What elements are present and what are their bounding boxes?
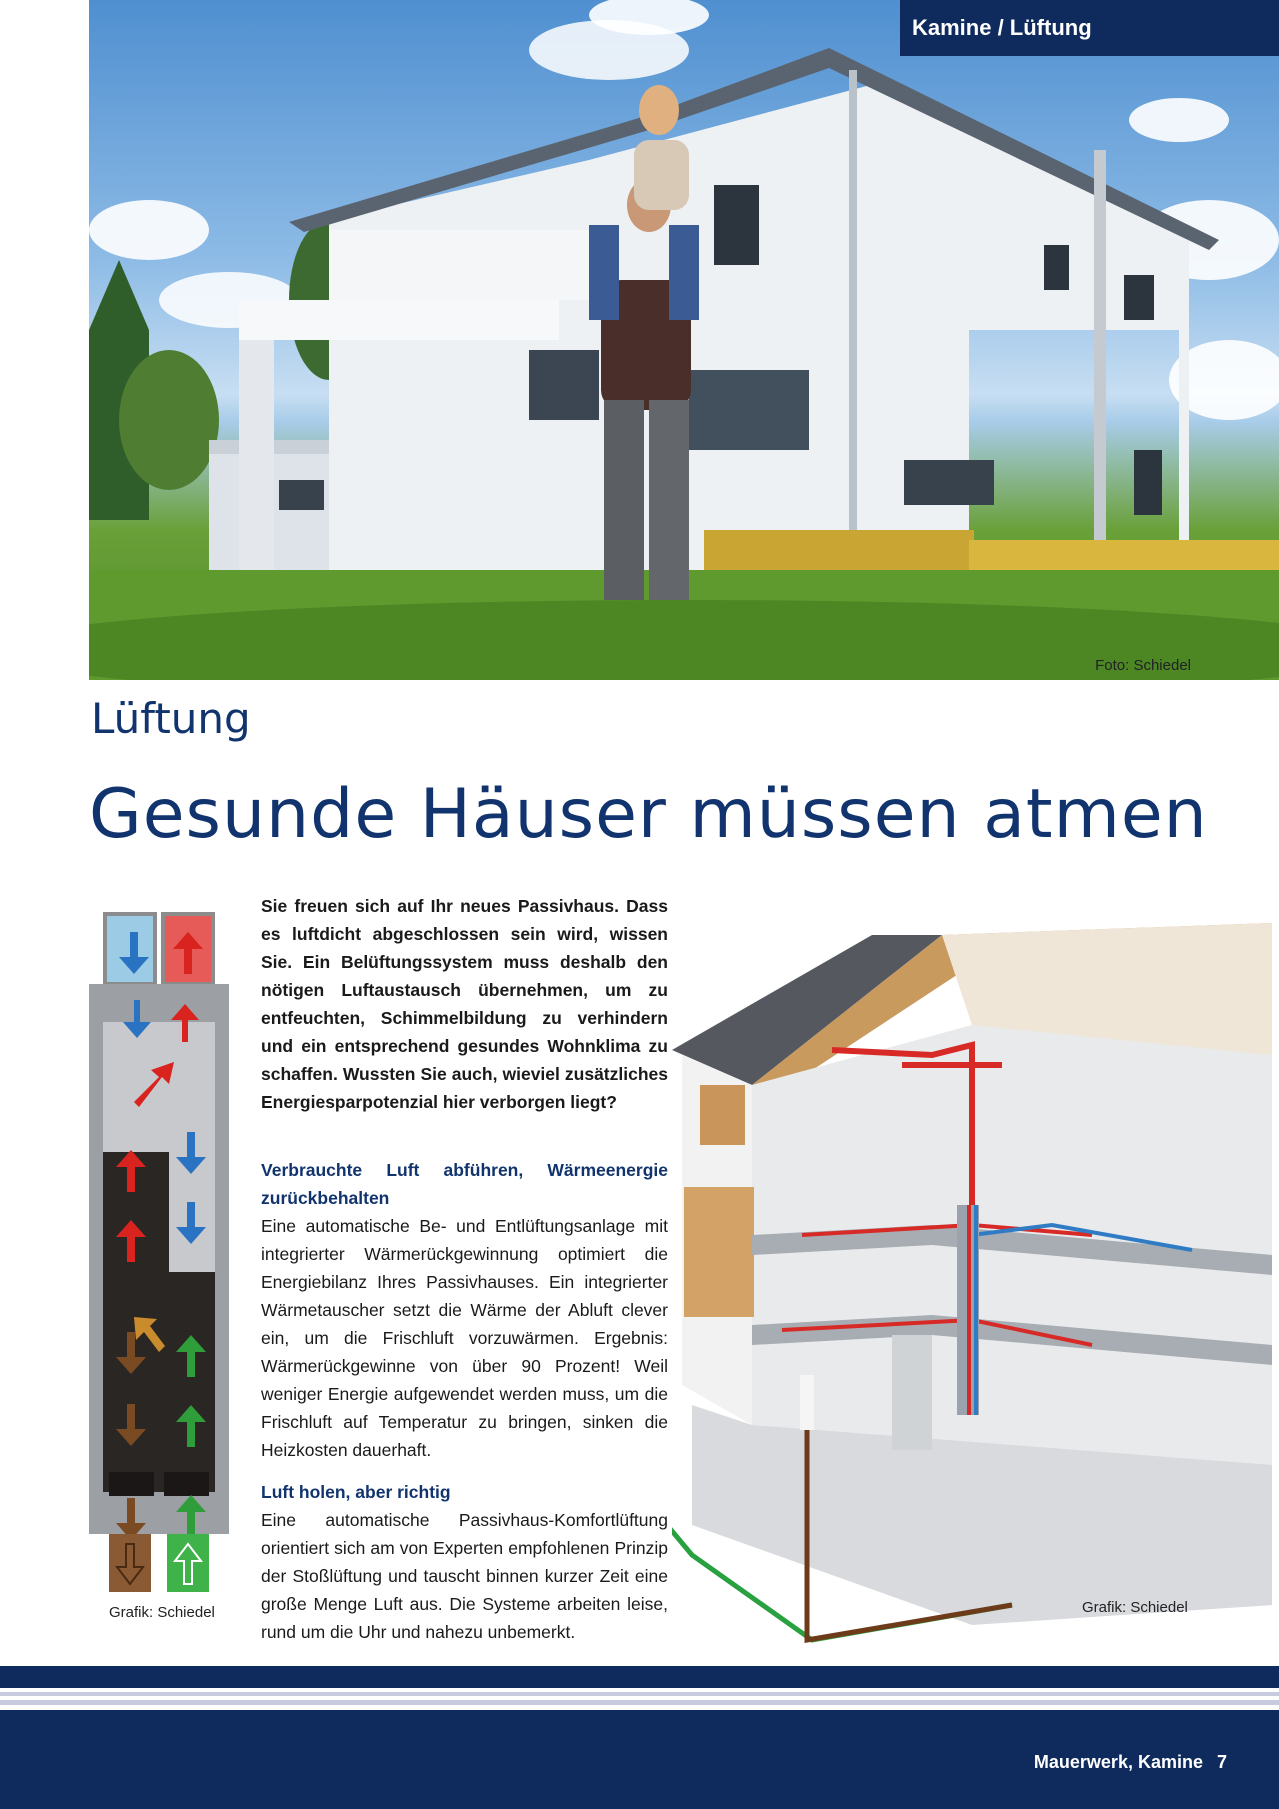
photo-credit: Foto: Schiedel [1095,657,1191,674]
graphic-credit-right: Grafik: Schiedel [1082,1599,1188,1616]
ventilation-system-cutaway [672,905,1279,1645]
section-tab: Kamine / Lüftung [900,0,1279,56]
article-body [261,892,668,1660]
hero-photo [89,0,1279,680]
house-cutaway-graphic [672,905,1279,1645]
section-body: Eine automatische Be- und Entlüftungsanlage mit integrierter Wärmerückgewinnung optimiert die Energiebilanz Ihres Passivhauses. Ein integrierter Wärmetauscher setzt die Wärme der Abluft clever ein, um die Frischluft vorzuwärmen. Ergebnis: Wärmerückgewinne von über 90 Prozent! Weil weniger Energie aufgewendet werden muss, um die Frischluft auf Temperatur zu bringen, sinken die Heizkosten dauerhaft. [261,1216,668,1460]
house-family-illustration [89,0,1279,680]
article-headline: Gesunde Häuser müssen atmen [89,775,1208,854]
footer-divider [0,1692,1279,1696]
ventilation-unit-graphic [89,912,229,1592]
footer-band [0,1666,1279,1688]
section-heading: Verbrauchte Luft abführen, Wärmeenergie zurückbehalten [261,1160,668,1208]
section-body: Eine automatische Passivhaus-Komfortlüftung orientiert sich am von Experten empfohlenen Prinzip der Stoßlüftung und tauscht binnen kurzer Zeit eine große Menge Luft aus. Die Systeme arbeiten leise, rund um die Uhr und nahezu unbemerkt. [261,1510,668,1642]
footer-label [1034,1752,1227,1773]
graphic-credit-left: Grafik: Schiedel [109,1604,215,1621]
footer-divider [0,1700,1279,1705]
article-kicker: Lüftung [91,694,251,743]
heat-exchanger-diagram [89,912,229,1592]
page-number: 7 [1216,1752,1227,1772]
footer-section: Mauerwerk, Kamine [1033,1752,1203,1772]
section-heading: Luft holen, aber richtig [261,1482,451,1502]
article-lead: Sie freuen sich auf Ihr neues Passivhaus. Dass es luftdicht abgeschlossen sein wird, wissen Sie. Ein Belüftungssystem muss deshalb den nötigen Luftaustausch übernehmen, um zu entfeuchten, Schimmelbildung zu verhindern und ein entsprechend gesundes Wohnklima zu schaffen. Wussten Sie auch, wieviel zusätzliches Energiesparpotenzial hier verborgen liegt? [261,896,668,1112]
